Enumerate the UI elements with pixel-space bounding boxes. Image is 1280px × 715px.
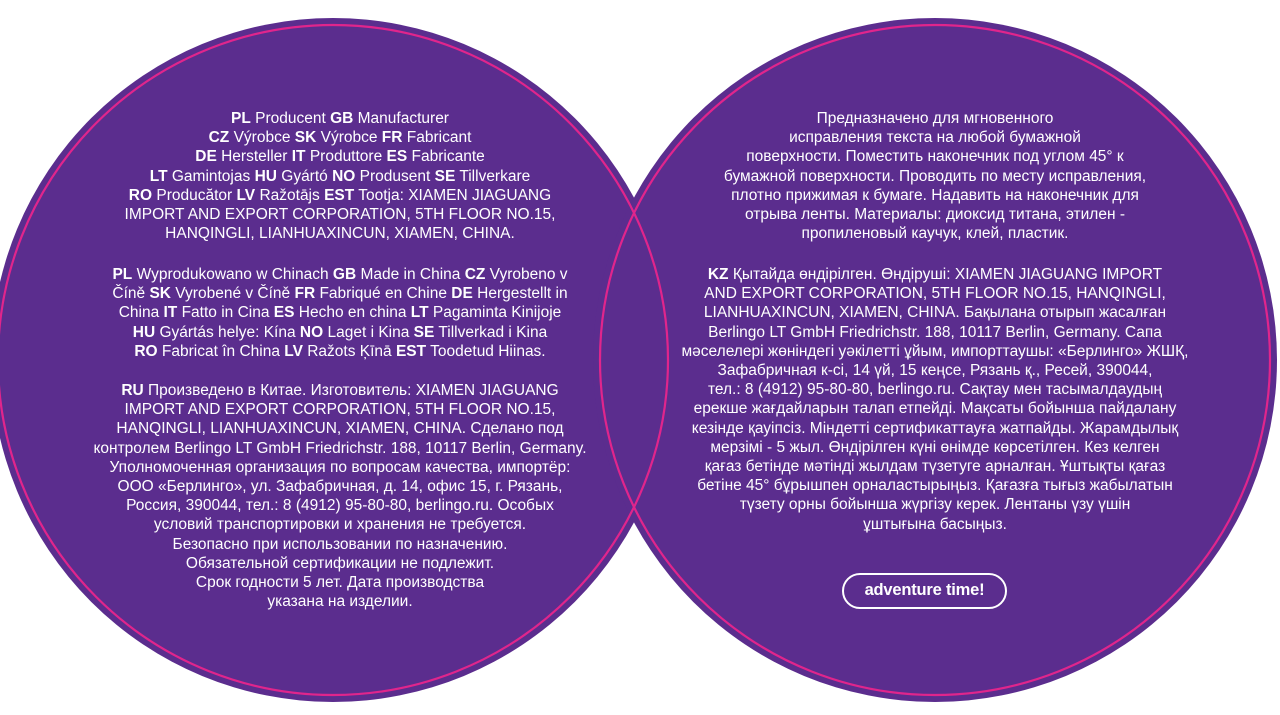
text-segment: условий транспортировки и хранения не требуется. xyxy=(153,516,527,534)
text-segment: Fabriqué en Chine xyxy=(315,285,452,303)
text-segment: ООО «Берлинго», ул. Зафабричная, д. 14, офис 15, г. Рязань, xyxy=(117,478,563,496)
text-segment: Ražotājs xyxy=(255,186,325,204)
text-line xyxy=(655,495,1215,514)
text-line xyxy=(655,380,1215,399)
text-segment: Предназначено для мгновенного xyxy=(816,110,1054,127)
text-segment: бумажной поверхности. Проводить по месту исправления, xyxy=(723,167,1147,185)
text-line xyxy=(60,535,620,554)
text-segment: Manufacturer xyxy=(353,110,449,127)
text-segment: Срок годности 5 лет. Дата производства xyxy=(195,574,485,592)
text-line xyxy=(655,457,1215,476)
text-segment: кезінде қауіпсіз. Міндетті сертификаттауға жатпайды. Жарамдылық xyxy=(691,419,1179,437)
text-segment: Обязательной сертификации не подлежит. xyxy=(185,554,495,572)
text-line xyxy=(60,303,620,322)
text-segment: AND EXPORT CORPORATION, 5TH FLOOR NO.15, HANQINGLI, xyxy=(704,285,1166,303)
text-segment: контролем Berlingo LT GmbH Friedrichstr. 188, 10117 Berlin, Germany. xyxy=(93,439,587,457)
text-segment: Gamintojas xyxy=(167,167,255,185)
text-segment: Berlingo LT GmbH Friedrichstr. 188, 10117 Berlin, Germany. Сапа xyxy=(708,323,1162,341)
text-segment: IMPORT AND EXPORT CORPORATION, 5TH FLOOR NO.15, xyxy=(124,401,556,419)
text-segment: ұштығына басыңыз. xyxy=(863,515,1007,533)
kazakh-text xyxy=(655,265,1215,534)
text-segment: Výrobce xyxy=(316,129,382,147)
country-code: IT xyxy=(163,304,178,322)
country-code: RU xyxy=(121,382,144,399)
text-segment: Pagaminta Kinijoje xyxy=(428,304,562,322)
text-line xyxy=(60,573,620,592)
country-code: SE xyxy=(434,167,456,185)
text-line xyxy=(655,128,1215,147)
country-code: ES xyxy=(386,148,408,166)
country-code: EST xyxy=(395,342,427,360)
text-line xyxy=(655,438,1215,457)
country-code: LV xyxy=(284,342,303,360)
country-code: EST xyxy=(324,186,355,204)
text-segment: Безопасно при использовании по назначению. xyxy=(172,535,508,553)
country-code: SE xyxy=(413,323,435,341)
text-line xyxy=(60,400,620,419)
text-segment: Ražots Ķīnā xyxy=(302,342,396,360)
text-line xyxy=(655,515,1215,534)
text-segment: указана на изделии. xyxy=(267,593,413,611)
text-segment: Produsent xyxy=(355,167,435,185)
russian-text xyxy=(60,381,620,611)
text-segment: Tillverkare xyxy=(455,167,531,185)
country-code: IT xyxy=(291,148,306,166)
text-segment: Vyrobené v Číně xyxy=(170,285,295,303)
adventure-time-logo: adventure time! xyxy=(842,573,1007,609)
text-segment: China xyxy=(118,304,164,322)
text-segment: Wyprodukowano w Chinach xyxy=(132,266,333,283)
text-segment: Fabricant xyxy=(402,129,472,147)
text-segment: HANQINGLI, LIANHUAXINCUN, XIAMEN, CHINA. xyxy=(165,225,515,243)
text-segment: IMPORT AND EXPORT CORPORATION, 5TH FLOOR NO.15, xyxy=(124,206,556,224)
text-line xyxy=(60,381,620,400)
country-code: HU xyxy=(254,167,277,185)
country-code: FR xyxy=(294,285,316,303)
country-code: HU xyxy=(132,323,156,341)
text-line xyxy=(60,342,620,361)
text-line xyxy=(60,477,620,496)
country-code: NO xyxy=(332,167,356,185)
text-line xyxy=(60,515,620,534)
text-line xyxy=(655,265,1215,284)
text-line xyxy=(60,439,620,458)
made-in-text xyxy=(60,265,620,361)
country-code: LT xyxy=(410,304,429,322)
text-line xyxy=(60,147,620,166)
text-line xyxy=(60,224,620,243)
text-segment: отрыва ленты. Материалы: диоксид титана, этилен - xyxy=(745,206,1125,224)
text-segment: Hersteller xyxy=(216,148,292,166)
text-segment: Producent xyxy=(250,110,331,127)
text-line xyxy=(60,592,620,611)
text-segment: Gyártó xyxy=(276,167,333,185)
text-segment: LIANHUAXINCUN, XIAMEN, CHINA. Бақылана отырып жасалған xyxy=(703,304,1167,322)
text-segment: HANQINGLI, LIANHUAXINCUN, XIAMEN, CHINA. Сделано под xyxy=(116,420,564,438)
text-line xyxy=(655,109,1215,128)
text-segment: Fatto in Cina xyxy=(177,304,274,322)
text-segment: қағаз бетінде мәтінді жылдам түзетуге арналған. Ұштықты қағаз xyxy=(704,458,1166,476)
text-line xyxy=(60,128,620,147)
text-line xyxy=(60,265,620,284)
text-segment: Fabricat în China xyxy=(157,342,285,360)
text-segment: мәселелері жөніндегі уәкілетті ұйым, импорттаушы: «Берлинго» ЖШҚ, xyxy=(681,342,1189,360)
text-segment: Producător xyxy=(152,186,237,204)
country-code: PL xyxy=(231,110,251,127)
text-line xyxy=(655,167,1215,186)
country-code: NO xyxy=(299,323,324,341)
text-line xyxy=(60,496,620,515)
country-code: ES xyxy=(273,304,295,322)
country-code: PL xyxy=(112,266,133,283)
text-line xyxy=(655,284,1215,303)
text-line xyxy=(60,284,620,303)
text-line xyxy=(655,186,1215,205)
country-code: GB xyxy=(330,110,354,127)
text-line xyxy=(655,361,1215,380)
country-code: DE xyxy=(195,148,217,166)
manufacturer-text xyxy=(60,109,620,243)
text-line xyxy=(655,323,1215,342)
text-segment: Россия, 390044, тел.: 8 (4912) 95-80-80, berlingo.ru. Особых xyxy=(126,497,554,515)
text-line xyxy=(60,186,620,205)
text-segment: Výrobce xyxy=(229,129,295,147)
text-line xyxy=(655,342,1215,361)
text-line xyxy=(60,458,620,477)
text-segment: Vyrobeno v xyxy=(485,266,568,283)
text-line xyxy=(655,399,1215,418)
country-code: CZ xyxy=(464,266,486,283)
text-segment: Toodetud Hiinas. xyxy=(426,342,546,360)
country-code: CZ xyxy=(208,129,230,147)
text-line xyxy=(60,419,620,438)
text-line xyxy=(60,205,620,224)
text-segment: плотно прижимая к бумаге. Надавить на наконечник для xyxy=(731,186,1139,204)
text-line xyxy=(60,167,620,186)
country-code: KZ xyxy=(707,266,729,283)
country-code: RO xyxy=(134,342,158,360)
text-segment: Hergestellt in xyxy=(472,285,568,303)
text-segment: Hecho en china xyxy=(294,304,411,322)
country-code: GB xyxy=(332,266,357,283)
text-segment: ерекше жағдайларын талап етпейді. Мақсаты бойынша пайдалану xyxy=(693,400,1177,418)
text-line xyxy=(655,147,1215,166)
text-segment: Tootja: XIAMEN JIAGUANG xyxy=(354,186,552,204)
text-segment: исправления текста на любой бумажной xyxy=(789,129,1081,147)
text-segment: Fabricante xyxy=(407,148,485,166)
text-segment: поверхности. Поместить наконечник под углом 45° к xyxy=(746,148,1124,166)
text-segment: мерзімі - 5 жыл. Өндірілген күні өнімде көрсетілген. Кез келген xyxy=(710,438,1160,456)
country-code: DE xyxy=(451,285,473,303)
text-line xyxy=(655,476,1215,495)
country-code: SK xyxy=(149,285,171,303)
text-segment: Қытайда өндірілген. Өндіруші: XIAMEN JIAGUANG IMPORT xyxy=(728,266,1163,283)
text-segment: Produttore xyxy=(305,148,387,166)
country-code: SK xyxy=(294,129,317,147)
text-segment: Gyártás helye: Kína xyxy=(155,323,300,341)
text-segment: пропиленовый каучук, клей, пластик. xyxy=(801,225,1069,243)
text-line xyxy=(60,109,620,128)
country-code: LV xyxy=(236,186,256,204)
text-segment: Tillverkad i Kina xyxy=(434,323,548,341)
text-segment: Уполномоченная организация по вопросам качества, импортёр: xyxy=(109,458,571,476)
text-segment: түзету орны бойынша жүргізу керек. Лентаны үзу үшін xyxy=(739,496,1131,514)
text-line xyxy=(655,205,1215,224)
text-segment: Laget i Kina xyxy=(323,323,414,341)
text-segment: Зафабричная к-сі, 14 үй, 15 кеңсе, Рязань қ., Ресей, 390044, xyxy=(717,362,1153,380)
usage-instructions-text xyxy=(655,109,1215,243)
text-line xyxy=(655,303,1215,322)
text-segment: Произведено в Китае. Изготовитель: XIAMEN JIAGUANG xyxy=(143,382,559,399)
text-line xyxy=(60,323,620,342)
text-line xyxy=(655,419,1215,438)
text-segment: Made in China xyxy=(356,266,465,283)
country-code: FR xyxy=(381,129,403,147)
text-segment: Číně xyxy=(112,285,150,303)
country-code: LT xyxy=(149,167,168,185)
text-segment: тел.: 8 (4912) 95-80-80, berlingo.ru. Сақтау мен тасымалдаудың xyxy=(707,381,1163,399)
text-segment: бетіне 45° бұрышпен орналастырыңыз. Қағазға тығыз жабылатын xyxy=(697,477,1173,495)
country-code: RO xyxy=(128,186,153,204)
text-line xyxy=(60,554,620,573)
text-line xyxy=(655,224,1215,243)
